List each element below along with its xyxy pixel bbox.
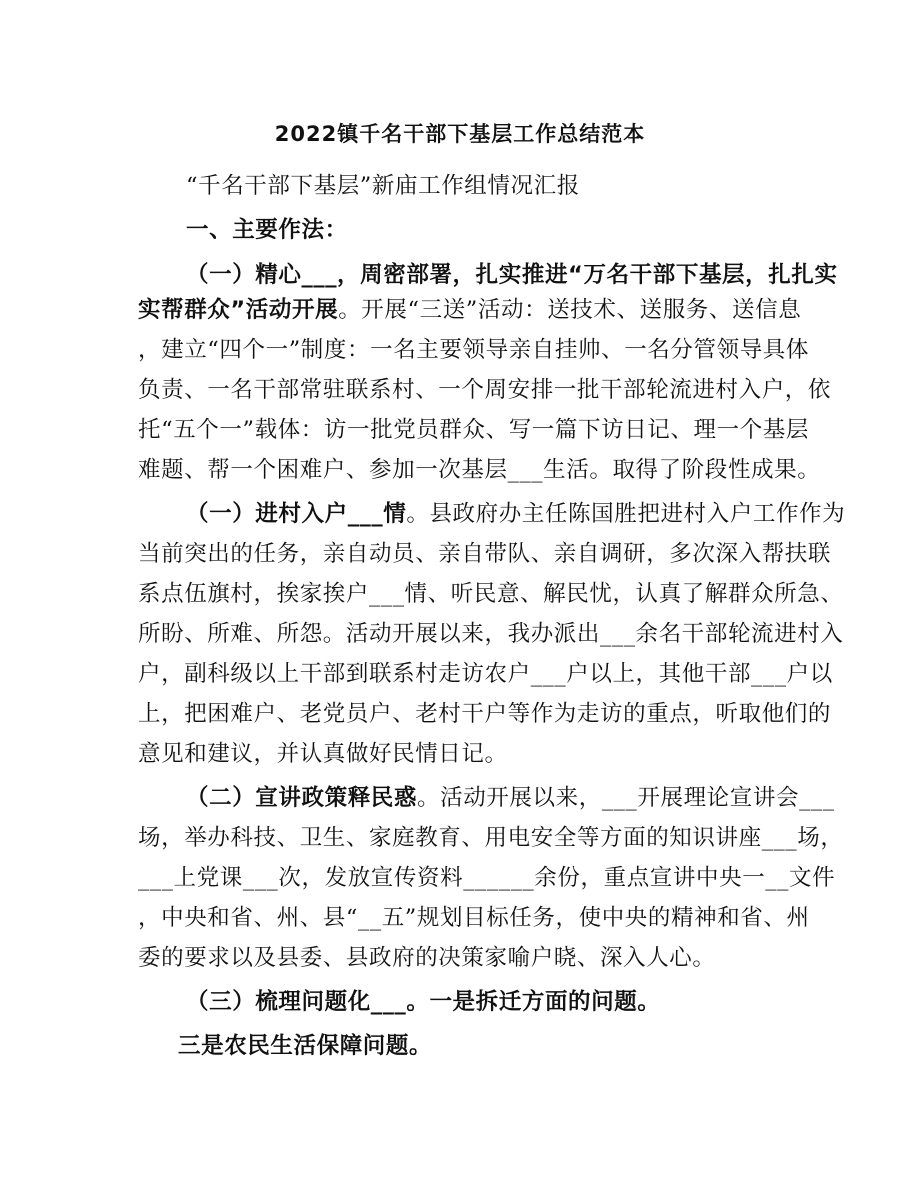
paragraph-line: 场，举办科技、卫生、家庭教育、用电安全等方面的知识讲座___场， xyxy=(138,825,844,851)
paragraph-text: 。县政府办主任陈国胜把进村入户工作作为 xyxy=(406,501,846,527)
paragraph-line: 托“五个一”载体：访一批党员群众、写一篇下访日记、理一个基层 xyxy=(138,417,810,443)
paragraph-line xyxy=(138,296,801,324)
paragraph-line: ，中央和省、州、县“__五”规划目标任务，使中央的精神和省、州 xyxy=(138,905,810,931)
paragraph-heading: 实帮群众”活动开展 xyxy=(138,297,339,323)
paragraph-line: ，建立“四个一”制度：一名主要领导亲自挂帅、一名分管领导具体 xyxy=(138,337,810,363)
paragraph-line: 难题、帮一个困难户、参加一次基层___生活。取得了阶段性成果。 xyxy=(138,457,821,483)
paragraph-line: 上，把困难户、老党员户、老村干户等作为走访的重点，听取他们的 xyxy=(138,701,832,727)
paragraph-line: 当前突出的任务，亲自动员、亲自带队、亲自调研，多次深入帮扶联 xyxy=(138,541,832,567)
paragraph-text: 。活动开展以来，___开展理论宣讲会___ xyxy=(417,785,835,811)
paragraph-line: 委的要求以及县委、县政府的决策家喻户晓、深入人心。 xyxy=(138,945,716,971)
paragraph-line xyxy=(186,784,835,812)
paragraph-heading: （一）进村入户___情 xyxy=(186,501,407,527)
paragraph-text: 。开展“三送”活动：送技术、送服务、送信息 xyxy=(338,297,802,323)
section-heading: 一、主要作法： xyxy=(186,217,348,243)
paragraph-line: 意见和建议，并认真做好民情日记。 xyxy=(138,741,508,767)
paragraph-heading: 三是农民生活保障问题。 xyxy=(178,1033,433,1059)
paragraph-line xyxy=(186,500,845,528)
paragraph-line: ___上党课___次，发放宣传资料______余份，重点宣讲中央一__文件 xyxy=(138,865,836,891)
paragraph-line: 户，副科级以上干部到联系村走访农户___户以上，其他干部___户以 xyxy=(138,661,833,687)
paragraph-heading: （二）宣讲政策释民惑 xyxy=(186,785,418,811)
document-title: 2022镇千名干部下基层工作总结范本 xyxy=(274,122,646,146)
paragraph-line: 所盼、所难、所怨。活动开展以来，我办派出___余名干部轮流进村入 xyxy=(138,621,844,647)
paragraph-heading: （三）梳理问题化___。一是拆迁方面的问题。 xyxy=(186,989,661,1015)
document-subtitle: “千名干部下基层”新庙工作组情况汇报 xyxy=(186,173,580,199)
paragraph-line: 负责、一名干部常驻联系村、一个周安排一批干部轮流进村入户，依 xyxy=(138,377,832,403)
paragraph-heading: （一）精心___，周密部署，扎实推进“万名干部下基层，扎扎实 xyxy=(186,262,838,288)
paragraph-line: 系点伍旗村，挨家挨户___情、听民意、解民忧，认真了解群众所急、 xyxy=(138,581,844,607)
